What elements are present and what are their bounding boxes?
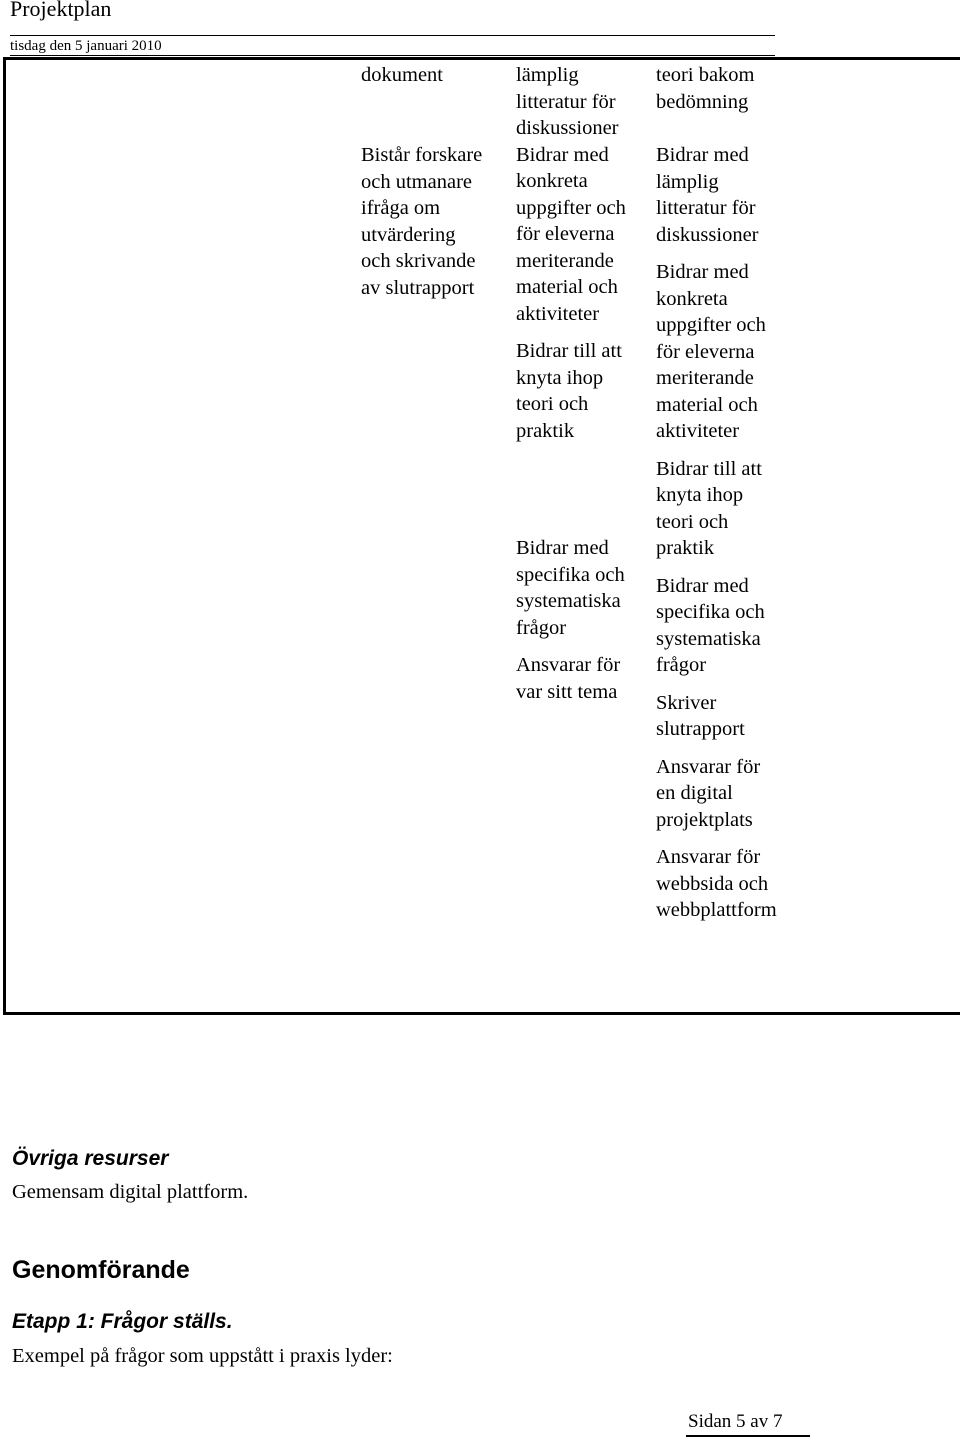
document-date: tisdag den 5 januari 2010 bbox=[10, 38, 162, 54]
section-heading-ovriga-resurser: Övriga resurser bbox=[12, 1147, 169, 1170]
table-cell: Ansvarar för var sitt tema bbox=[516, 654, 621, 703]
table-column-1 bbox=[361, 62, 511, 301]
table-cell: Ansvarar för webbsida och webbplattform bbox=[656, 846, 777, 921]
header-divider-lower bbox=[10, 55, 775, 56]
section-paragraph: Exempel på frågor som uppstått i praxis lyder: bbox=[12, 1345, 393, 1367]
table-column-2 bbox=[516, 62, 651, 705]
table-cell: Bidrar med specifika och systematiska frågor bbox=[516, 537, 625, 639]
header-divider bbox=[10, 35, 775, 36]
subsection-heading-etapp-1: Etapp 1: Frågor ställs. bbox=[12, 1310, 233, 1333]
table-cell: lämplig litteratur för diskussioner Bidrar med konkreta uppgifter och för eleverna meriterande material och aktiviteter bbox=[516, 64, 626, 325]
table-cell: Bidrar till att knyta ihop teori och praktik bbox=[656, 457, 762, 559]
table-cell: Bidrar med lämplig litteratur för diskussioner bbox=[656, 144, 759, 246]
document-title: Projektplan bbox=[10, 0, 112, 21]
table-cell: Ansvarar för en digital projektplats bbox=[656, 755, 761, 831]
table-cell: teori bakom bedömning bbox=[656, 64, 755, 113]
table-cell: Bidrar till att knyta ihop teori och praktik bbox=[516, 340, 622, 442]
table-cell: Bidrar med konkreta uppgifter och för eleverna meriterande material och aktiviteter bbox=[656, 261, 766, 442]
footer-divider bbox=[686, 1435, 810, 1437]
page-number: Sidan 5 av 7 bbox=[688, 1411, 783, 1432]
table-cell: Skriver slutrapport bbox=[656, 691, 745, 740]
table-column-3 bbox=[656, 62, 806, 924]
table-cell: Bistår forskare och utmanare ifråga om utvärdering och skrivande av slutrapport bbox=[361, 144, 483, 299]
table-cell: dokument bbox=[361, 64, 443, 86]
section-paragraph: Gemensam digital plattform. bbox=[12, 1181, 249, 1203]
table-cell: Bidrar med specifika och systematiska frågor bbox=[656, 574, 765, 676]
section-heading-genomforande: Genomförande bbox=[12, 1256, 190, 1284]
